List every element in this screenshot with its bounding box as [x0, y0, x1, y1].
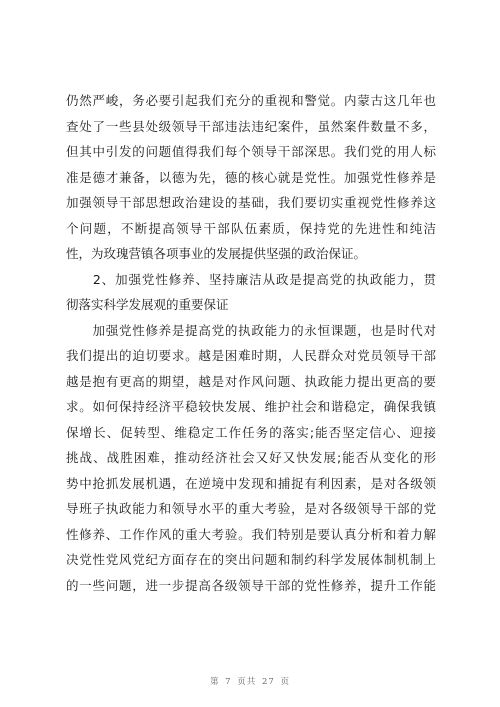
- text-line: 仍然严峻，务必要引起我们充分的重视和警觉。内蒙古这几年也: [66, 93, 436, 108]
- text-line: 求。如何保持经济平稳较快发展、维护社会和谐稳定，确保我镇: [66, 399, 436, 414]
- text-line: 彻落实科学发展观的重要保证: [66, 297, 229, 312]
- text-line: 加强党性修养是提高党的执政能力的永恒课题，也是时代对: [66, 322, 436, 338]
- text-line: 势中抢抓发展机遇，在逆境中发现和捕捉有利因素，是对各级领: [66, 475, 436, 491]
- text-line: 2、加强党性修养、坚持廉洁从政是提高党的执政能力，贯: [66, 271, 436, 287]
- text-line: 导班子执政能力和领导水平的重大考验，是对各级领导干部的党: [66, 501, 436, 516]
- body-text: [66, 88, 436, 598]
- text-line: 个问题，不断提高领导干部队伍素质，保持党的先进性和纯洁: [66, 220, 436, 236]
- section-heading: [66, 267, 436, 318]
- total-page-count: 27: [262, 677, 275, 687]
- text-line: 查处了一些县处级领导干部违法违纪案件，虽然案件数量不多，: [66, 118, 436, 134]
- current-page-number: 7: [225, 677, 232, 687]
- text-line: 加强领导干部思想政治建设的基础，我们要切实重视党性修养这: [66, 195, 436, 210]
- page-footer: [0, 675, 500, 687]
- text-line: 但其中引发的问题值得我们每个领导干部深思。我们党的用人标: [66, 144, 436, 159]
- footer-middle: 页共: [237, 677, 257, 687]
- text-line: 越是抱有更高的期望，越是对作风问题、执政能力提出更高的要: [66, 373, 436, 389]
- paragraph-3: [66, 318, 436, 599]
- text-line: 的一些问题，进一步提高各级领导干部的党性修养，提升工作能: [66, 577, 436, 593]
- text-line: 准是德才兼备，以德为先，德的核心就是党性。加强党性修养是: [66, 169, 436, 185]
- text-line: 决党性党风党纪方面存在的突出问题和制约科学发展体制机制上: [66, 552, 436, 567]
- text-line: 保增长、促转型、维稳定工作任务的落实;能否坚定信心、迎接: [66, 424, 436, 440]
- footer-suffix: 页: [280, 677, 291, 687]
- text-line: 性，为玫瑰营镇各项事业的发展提供坚强的政治保证。: [66, 246, 367, 261]
- footer-prefix: 第: [209, 677, 220, 687]
- text-line: 性修养、工作作风的重大考验。我们特别是要认真分析和着力解: [66, 526, 436, 542]
- paragraph-1: [66, 88, 436, 267]
- text-line: 我们提出的迫切要求。越是困难时期，人民群众对党员领导干部: [66, 348, 436, 363]
- text-line: 挑战、战胜困难，推动经济社会又好又快发展;能否从变化的形: [66, 450, 436, 465]
